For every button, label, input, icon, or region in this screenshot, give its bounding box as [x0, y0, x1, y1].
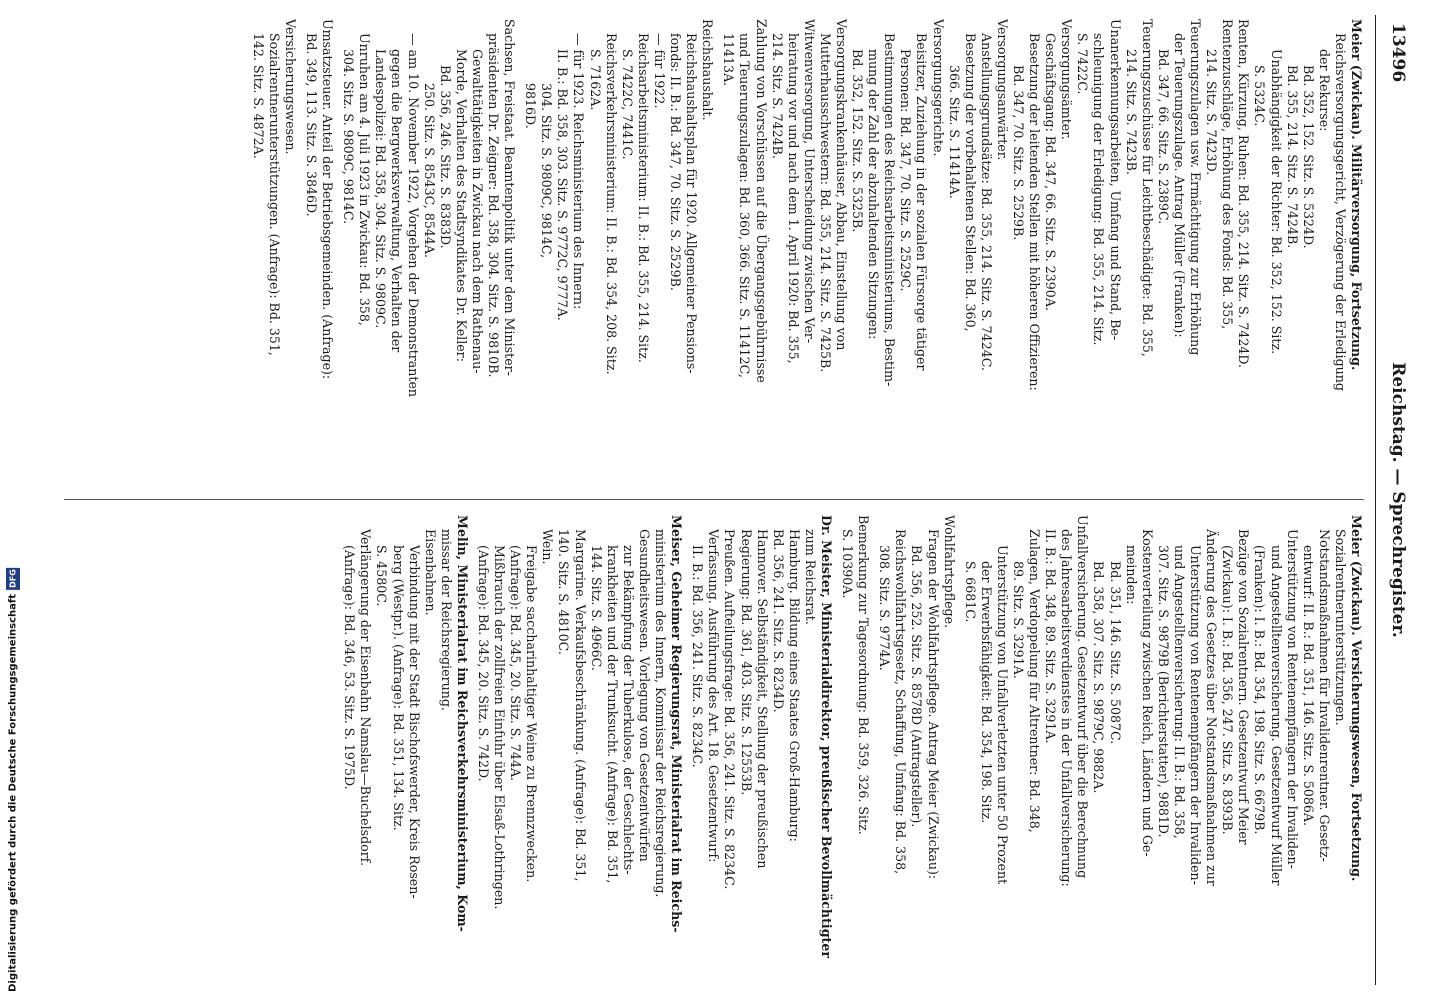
index-line: Meier (Zwickau). Versicherungswesen, Fortsetzung.: [1349, 515, 1364, 882]
index-line: Bestimmungen des Reichsarbeitsministeriums, Bestim-: [882, 33, 898, 387]
index-line: 89. Sitz. S. 3291A.: [1011, 561, 1027, 679]
index-line: Meiser, Geheimer Regierungsrat, Ministerialrat im Reichs-: [669, 515, 685, 933]
index-line: Änderung des Gesetzes über Notstandsmaßnahmen zur: [1204, 529, 1220, 886]
index-line: S. 5324C.: [1252, 65, 1268, 127]
index-line: Bd. 355, 214. Sitz. S. 7424B.: [1284, 65, 1300, 249]
index-line: Notstandsmaßnahmen für Invalidenrentner. Gesetz-: [1316, 529, 1332, 862]
index-line: II. B.: Bd. 348, 89. Sitz. S. 3291A.: [1043, 529, 1059, 744]
index-line: 308. Sitz. S. 9774A.: [877, 545, 893, 671]
column-divider: [64, 499, 1364, 500]
index-line: S. 7422C, 7441C.: [619, 49, 635, 160]
index-line: Sachsen, Freistaat. Beamtenpolitik unter dem Minister-: [502, 19, 518, 376]
index-line: Bd. 356, 252. Sitz. S. 8578D (Antragsteller).: [909, 545, 925, 828]
index-line: 140. Sitz. S. 4810C.: [556, 529, 572, 655]
index-line: Reichsverkehrsministerium: II. B.: Bd. 354, 208. Sitz.: [603, 33, 619, 375]
index-line: (Franken): I. B.: Bd. 354, 198. Sitz. S. 6679B.: [1252, 545, 1268, 835]
index-line: Reichshaushaltsplan für 1920. Allgemeiner Pensions-: [684, 33, 700, 374]
index-line: II. B.: Bd. 358, 303. Sitz. S. 9772C, 9777A.: [555, 49, 571, 321]
index-line: krankheiten und der Trunksucht. (Anfrage): Bd. 351,: [604, 545, 620, 884]
index-line: Bd. 351, 146. Sitz. S. 5087C.: [1107, 561, 1123, 745]
index-line: Bd. 347, 70. Sitz. S. 2529B.: [1011, 65, 1027, 241]
index-line: Verlängerung der Eisenbahn Namslau—Buchelsdorf.: [358, 529, 374, 866]
index-line: Besetzung der leitenden Stellen mit höheren Offizieren:: [1027, 33, 1043, 391]
index-line: Reichsversorgungsgericht, Verzögerung der Erledigung: [1332, 33, 1348, 391]
index-line: Bd. 347, 66. Sitz. S. 2389C.: [1155, 49, 1171, 225]
index-line: Besetzung der vorbehaltenen Stellen: Bd. 360,: [962, 33, 978, 332]
index-line: der Teuerungszulage. Antrag Müller (Franken):: [1171, 33, 1187, 338]
index-line: Teuerungszuschüsse für Leichtbeschädigte: Bd. 355,: [1139, 19, 1155, 357]
index-line: Versorgungskrankenhäuser, Abbau, Einstellung von: [834, 19, 849, 351]
index-line: präsidenten Dr. Zeigner: Bd. 358, 304. Sitz. S. 9810B.: [486, 33, 502, 378]
index-line: 214. Sitz. S. 7423D.: [1204, 49, 1220, 176]
page-header: [1380, 15, 1408, 985]
index-line: Regierung: Bd. 361, 403. Sitz. S. 12553B.: [738, 529, 754, 796]
index-line: Unanerkennungsarbeiten, Umfang und Stand, Be-: [1107, 19, 1123, 341]
index-line: und Angestelltenversicherung. Gesetzentwurf Müller: [1268, 545, 1284, 886]
index-line: S. 10390A.: [840, 529, 856, 599]
index-line: Dr. Meister, Ministerialdirektor, preußischer Bevollmächtigter: [819, 515, 834, 958]
index-line: Landespolizei: Bd. 358, 304. Sitz. S. 9809C.: [373, 49, 389, 329]
index-line: Witwenversorgung, Unterscheidung zwischen Ver-: [801, 19, 817, 344]
index-line: Bezüge von Sozialrentnern. Gesetzentwurf Meier: [1236, 529, 1252, 845]
index-line: heiratung vor und nach dem 1. April 1920: Bd. 355,: [785, 33, 801, 364]
index-line: Freigabe saccharinhaltiger Weine zu Brennzwecken.: [524, 545, 540, 883]
index-line: Geschäftsgang: Bd. 347, 66. Sitz. S. 2390A.: [1043, 33, 1059, 311]
index-line: Gesundheitswesen. Vorlegung von Gesetzentwürfen: [636, 529, 652, 862]
digitization-credit: [6, 568, 20, 992]
index-line: Personen: Bd. 347, 70. Sitz. S. 2529C.: [898, 49, 914, 292]
right-column: [54, 515, 1364, 977]
index-line: Beisitzer, Zuziehung in der sozialen Fürsorge tätiger: [914, 33, 930, 371]
index-line: II. B.: Bd. 356, 241. Sitz. S. 8234C.: [690, 545, 706, 768]
header-rule: [1375, 15, 1376, 985]
index-line: Fragen der Wohlfahrtspflege. Antrag Meier (Zwickau):: [925, 529, 941, 880]
index-line: 250. Sitz. S. 8543C, 8544A.: [421, 83, 437, 258]
index-line: Preußen. Aufteilungsfrage: Bd. 356, 241. Sitz. S. 8234C.: [722, 529, 738, 890]
index-line: Melin, Ministerialrat im Reichsverkehrsministerium, Kom-: [454, 515, 470, 932]
index-line: 366. Sitz. S. 11414A.: [946, 65, 962, 199]
dfg-logo: DFG: [6, 568, 20, 590]
index-line: Reichsarbeitsministerium: II. B.: Bd. 355, 214. Sitz.: [635, 33, 651, 363]
index-line: Teuerungszulagen usw. Ermächtigung zur Erhöhung: [1188, 19, 1204, 356]
index-line: fonds: II. B.: Bd. 347, 70. Sitz. S. 2529B.: [668, 33, 684, 291]
index-line: (Anfrage): Bd. 345, 20. Sitz. S. 742D.: [476, 545, 492, 782]
index-line: Sozialrentnerunterstützungen. (Anfrage): Bd. 351,: [266, 33, 282, 356]
index-line: missar der Reichsregierung.: [438, 529, 454, 711]
index-line: Gewalttätigkeiten in Zwickau nach dem Rathenau-: [469, 49, 485, 374]
index-line: Bd. 356, 241. Sitz. S. 8234D.: [770, 529, 786, 713]
index-line: Sozialrentnerunterstützungen.: [1332, 529, 1348, 726]
index-line: (Anfrage): Bd. 346, 53. Sitz. S. 1975D.: [342, 545, 358, 790]
index-line: Hamburg. Bildung eines Staates Groß-Hamburg:: [786, 529, 802, 842]
index-line: Hannover. Selbständigkeit, Stellung der preußischen: [754, 529, 770, 869]
index-line: S. 7162A.: [587, 49, 603, 111]
index-line: Margarine. Verkaufsbeschränkung. (Anfrage): Bd. 351,: [572, 529, 588, 882]
index-line: Kostenverteilung zwischen Reich, Ländern und Ge-: [1139, 529, 1155, 857]
index-line: schleunigung der Erledigung: Bd. 355, 214. Sitz.: [1091, 33, 1107, 346]
index-line: (Anfrage): Bd. 345, 20. Sitz. S. 744A.: [508, 545, 524, 782]
index-line: Reichshaushalt.: [700, 19, 716, 121]
index-line: Rentenzuschläge, Erhöhung des Fonds: Bd. 355,: [1220, 19, 1236, 330]
index-line: der Erwerbsfähigkeit: Bd. 354, 198. Sitz.: [978, 561, 994, 824]
index-line: Versorgungsgerichte.: [930, 19, 946, 157]
index-line: 307. Sitz. S. 9879B (Berichterstatter), 9881D.: [1155, 545, 1171, 838]
index-line: Umsatzsteuer. Anteil der Betriebsgemeinden. (Anfrage):: [320, 19, 336, 380]
index-line: Meier (Zwickau). Militärversorgung, Fortsetzung.: [1349, 19, 1364, 371]
index-line: 304. Sitz. S. 9809C, 9814C.: [341, 49, 357, 225]
index-line: und Teuerungszulagen: Bd. 360, 366. Sitz. S. 11412C,: [737, 33, 753, 378]
left-column: [54, 19, 1364, 481]
index-line: Verbindung mit der Stadt Bischofswerder, Kreis Rosen-: [406, 545, 422, 899]
index-line: Bd. 349, 113. Sitz. S. 3846D.: [304, 33, 319, 217]
index-line: — für 1922.: [651, 33, 667, 109]
index-line: Unterstützung von Unfallverletzten unter 50 Prozent: [994, 545, 1010, 885]
running-title: Reichstag. — Sprechregister.: [1388, 362, 1408, 638]
index-line: Zahlung von Vorschüssen auf die Übergangsgebührnisse: [753, 19, 769, 383]
index-line: und Angestelltenversicherung: II. B.: Bd. 358,: [1171, 545, 1187, 839]
index-line: (Zwickau): I. B.: Bd. 356, 247. Sitz. S. 8393B.: [1220, 545, 1236, 835]
index-line: der Rekurse:: [1316, 49, 1332, 132]
index-line: Zulagen, Verdoppelung für Altrentner: Bd. 348,: [1027, 529, 1043, 833]
index-line: 214. Sitz. S. 7424B.: [769, 33, 785, 159]
page-number: 13496: [1388, 23, 1408, 83]
index-line: entwurf: II. B.: Bd. 351, 146. Sitz. S. 5086A.: [1300, 545, 1316, 827]
index-line: 142. Sitz. S. 4872A.: [250, 33, 266, 159]
index-line: meinden:: [1123, 545, 1139, 605]
index-line: Unterstützung von Rentenempfängern der Invaliden-: [1284, 529, 1300, 869]
index-line: Versorgungsämter.: [1059, 19, 1075, 140]
credit-text: Digitalisierung gefördert durch die Deutsche Forschungsgemeinschaft: [7, 594, 19, 992]
index-line: Renten, Kürzung, Ruhen: Bd. 355, 214. Sitz. S. 7424D.: [1236, 19, 1252, 369]
index-line: Mißbrauch der zollfreien Einfuhr über Elsaß-Lothringen.: [492, 545, 508, 910]
document-page: [40, 15, 1420, 985]
index-line: Unterstützung von Rentenempfängern der Invaliden-: [1188, 545, 1204, 885]
index-line: zur Bekämpfung der Tuberkulose, der Geschlechts-: [620, 545, 636, 875]
index-line: Unfallversicherung. Gesetzentwurf über die Berechnung: [1075, 515, 1091, 879]
index-line: Morde, Verhalten des Stadtsyndikates Dr. Keller:: [453, 49, 469, 362]
index-line: Unruhen am 4. Juli 1923 in Zwickau: Bd. 358,: [357, 33, 373, 326]
index-line: ministerium des Innern, Kommissar der Reichsregierung.: [653, 529, 669, 898]
index-line: Bd. 358, 307. Sitz. S. 9879C, 9882A.: [1091, 561, 1107, 794]
index-line: — am 10. November 1922, Vorgehen der Demonstranten: [405, 33, 421, 398]
index-line: Wohlfahrtspflege.: [941, 515, 957, 629]
index-line: S. 6681C.: [962, 561, 978, 623]
index-line: S. 7422C.: [1075, 33, 1091, 95]
index-line: — für 1923. Reichsministerium des Innern:: [571, 33, 587, 310]
index-line: Eisenbahnen.: [422, 529, 438, 616]
index-line: Bemerkung zur Tagesordnung: Bd. 359, 326. Sitz.: [856, 515, 872, 835]
index-line: des Jahresarbeitsverdienstes in der Unfallversicherung:: [1059, 529, 1075, 887]
index-line: Bd. 352, 152. Sitz. S. 5324D.: [1300, 65, 1316, 249]
index-line: Unabhängigkeit der Richter: Bd. 352, 152. Sitz.: [1268, 49, 1284, 355]
index-line: Reichswohlfahrtsgesetz, Schaffung, Umfang: Bd. 358,: [893, 529, 909, 875]
index-line: Anstellungsgrundsätze: Bd. 355, 214. Sitz. S. 7424C.: [978, 33, 994, 371]
index-line: 11413A.: [721, 33, 737, 87]
index-line: Versicherungswesen.: [282, 19, 298, 155]
index-line: mung der Zahl der abzuhaltenden Sitzungen:: [866, 49, 882, 340]
index-line: 214. Sitz. S. 7423B.: [1123, 49, 1139, 175]
index-line: Wein.: [540, 529, 556, 565]
index-line: gegen die Bergwerksverwaltung, Verhalten der: [389, 49, 405, 353]
index-line: S. 4580C.: [374, 545, 390, 607]
index-line: zum Reichsrat.: [802, 529, 818, 625]
index-line: 9816D.: [523, 83, 539, 129]
index-line: Mutterhausschwestern: Bd. 355, 214. Sitz. S. 7425B.: [817, 33, 833, 373]
index-line: Bd. 352, 152. Sitz. S. 5325B.: [850, 49, 866, 233]
index-line: 144. Sitz. S. 4966C.: [588, 545, 604, 671]
index-line: Bd. 356, 246. Sitz. S. 8383D.: [437, 65, 453, 249]
index-line: 304. Sitz. S. 9809C, 9814C,: [539, 83, 555, 259]
index-line: berg (Westpr.). (Anfrage): Bd. 351, 134. Sitz.: [390, 545, 406, 831]
index-line: Verfassung. Ausführung des Art. 18. Gesetzentwurf:: [706, 529, 722, 863]
index-line: Versorgungsanwärter.: [994, 19, 1010, 161]
